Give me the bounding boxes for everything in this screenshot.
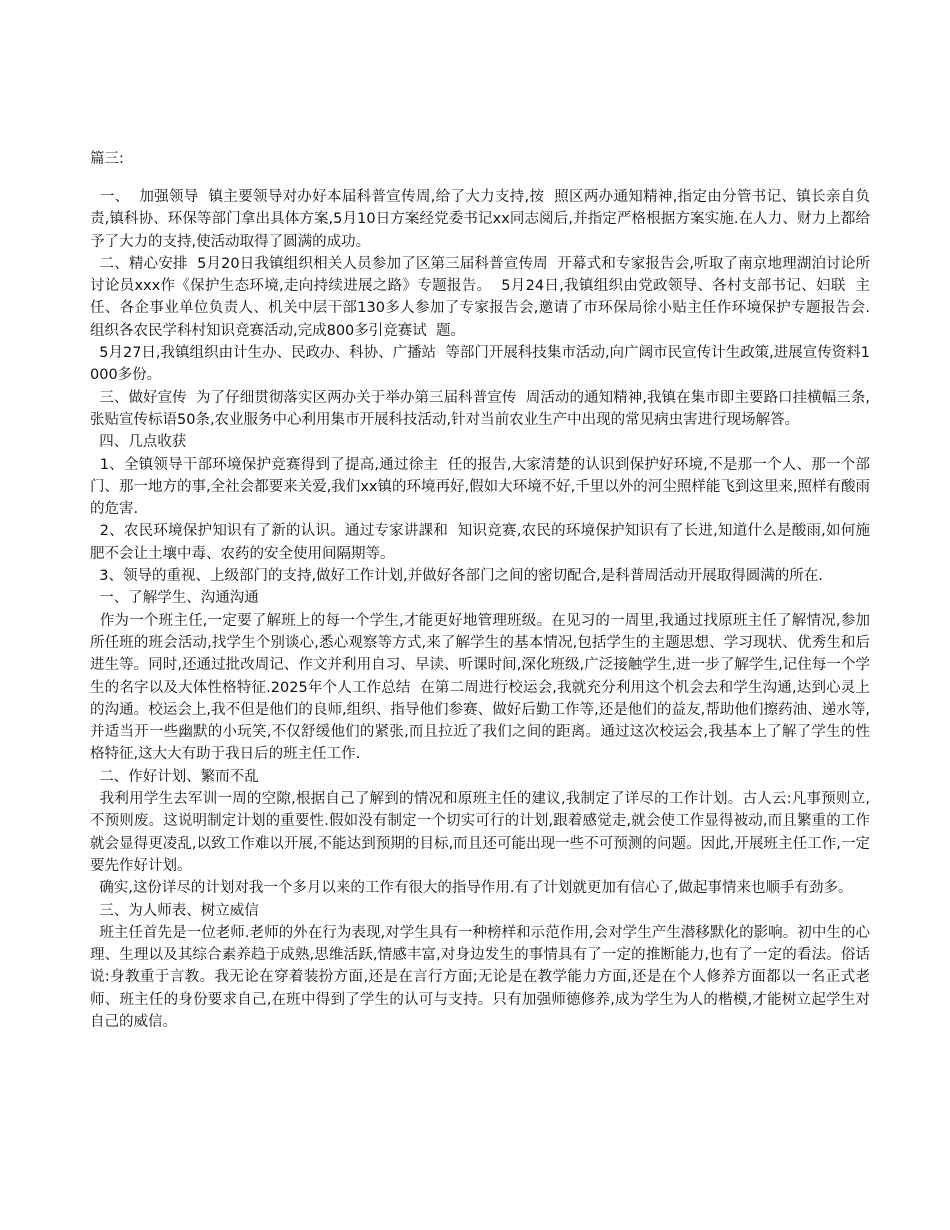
paragraph: 1、全镇领导干部环境保护竞赛得到了提高,通过徐主 任的报告,大家清楚的认识到保护好环境,不是那一个人、那一个部门、那一地方的事,全社会都要来关爱,我们xx镇的环境再好,假如大环境不好,千里以外的河尘照样能飞到这里来,照样有酸雨的危害. <box>90 456 870 518</box>
paragraph: 一、了解学生、沟通沟通 <box>90 590 259 607</box>
paragraph: 我利用学生去军训一周的空隙,根据自己了解到的情况和原班主任的建议,我制定了详尽的工作计划。古人云:凡事预则立,不预则废。这说明制定计划的重要性.假如没有制定一个切实可行的计划,跟着感觉走,就会使工作显得被动,而且繁重的工作就会显得更凌乱,以致工作难以开展,不能达到预期的目标,而且还可能出现一些不可预测的问题。因此,开展班主任工作,一定要先作好计划。 <box>90 791 870 874</box>
paragraph: 三、为人师表、树立威信 <box>90 902 259 919</box>
paragraph: 班主任首先是一位老师.老师的外在行为表现,对学生具有一种榜样和示范作用,会对学生产生潜移默化的影响。初中生的心理、生理以及其综合素养趋于成熟,思维活跃,情感丰富,对身边发生的事情具有了一定的推断能力,也有了一定的看法。俗话说:身教重于言教。我无论在穿着装扮方面,还是在言行方面;无论是在教学能力方面,还是在个人修养方面都以一名正式老师、班主任的身份要求自己,在班中得到了学生的认可与支持。只有加强师德修养,成为学生为人的楷模,才能树立起学生对自己的威信。 <box>90 924 870 1030</box>
paragraph: 确实,这份详尽的计划对我一个多月以来的工作有很大的指导作用.有了计划就更加有信心了,做起事情来也顺手有劲多。 <box>90 880 853 897</box>
paragraph: 3、领导的重视、上级部门的支持,做好工作计划,并做好各部门之间的密切配合,是科普周活动开展取得圆满的所在. <box>90 568 823 585</box>
paragraph: 二、作好计划、繁而不乱 <box>90 768 259 785</box>
section-heading: 篇三: <box>90 151 124 167</box>
paragraph: 三、做好宣传 为了仔细贯彻落实区两办关于举办第三届科普宣传 周活动的通知精神,我镇在集市即主要路口挂横幅三条,张贴宣传标语50条,农业服务中心利用集市开展科技活动,针对当前农业生产中出现的常见病虫害进行现场解答。 <box>90 389 870 428</box>
paragraph: 2、农民环境保护知识有了新的认识。通过专家讲課和 知识竞赛,农民的环境保护知识有了长进,知道什么是酸雨,如何施肥不会让土壤中毒、农药的安全使用间隔期等。 <box>90 523 870 562</box>
paragraph: 一、 加强领导 镇主要领导对办好本届科普宣传周,给了大力支持,按 照区两办通知精神,指定由分管书记、镇长亲自负责,镇科协、环保等部门拿出具体方案,5月10日方案经党委书记xx同志阅后,并指定严格根据方案实施.在人力、财力上都给予了大力的支持,使活动取得了圆满的成功。 <box>90 189 870 250</box>
document-body <box>90 186 875 1033</box>
paragraph: 二、精心安排 5月20日我镇组织相关人员参加了区第三届科普宣传周 开幕式和专家报告会,听取了南京地理湖泊讨论所讨论员xxx作《保护生态环境,走向持续进展之路》专题报告。 5月24日,我镇组织由党政领导、各村支部书记、妇联 主任、各企事业单位负责人、机关中层干部130多人参加了专家报告会,邀请了市环保局徐小贴主任作环境保护专题报告会. 组织各农民学科村知识竞赛活动,完成800多引竞赛试 题。 <box>90 255 875 339</box>
paragraph: 四、几点收获 <box>90 434 187 451</box>
paragraph: 5月27日,我镇组织由计生办、民政办、科协、广播站 等部门开展科技集市活动,向广阔市民宣传计生政策,进展宣传资料1000多份。 <box>90 345 870 384</box>
paragraph: 作为一个班主任,一定要了解班上的每一个学生,才能更好地管理班级。在见习的一周里,我通过找原班主任了解情况,参加所任班的班会活动,找学生个别谈心,悉心观察等方式,来了解学生的基本情况,包括学生的主题思想、学习现状、优秀生和后进生等。同时,还通过批改周记、作文并利用自习、早读、听课时间,深化班级,广泛接触学生,进一步了解学生,记住每一个学生的名字以及大体性格特征.2025年个人工作总结 在第二周进行校运会,我就充分利用这个机会去和学生沟通,达到心灵上的沟通。校运会上,我不但是他们的良师,组织、指导他们参赛、做好后勤工作等,还是他们的益友,帮助他们擦药油、递水等,并适当开一些幽默的小玩笑,不仅舒缓他们的紧张,而且拉近了我们之间的距离。通过这次校运会,我基本上了解了学生的性格特征,这大大有助于我日后的班主任工作. <box>90 612 871 763</box>
